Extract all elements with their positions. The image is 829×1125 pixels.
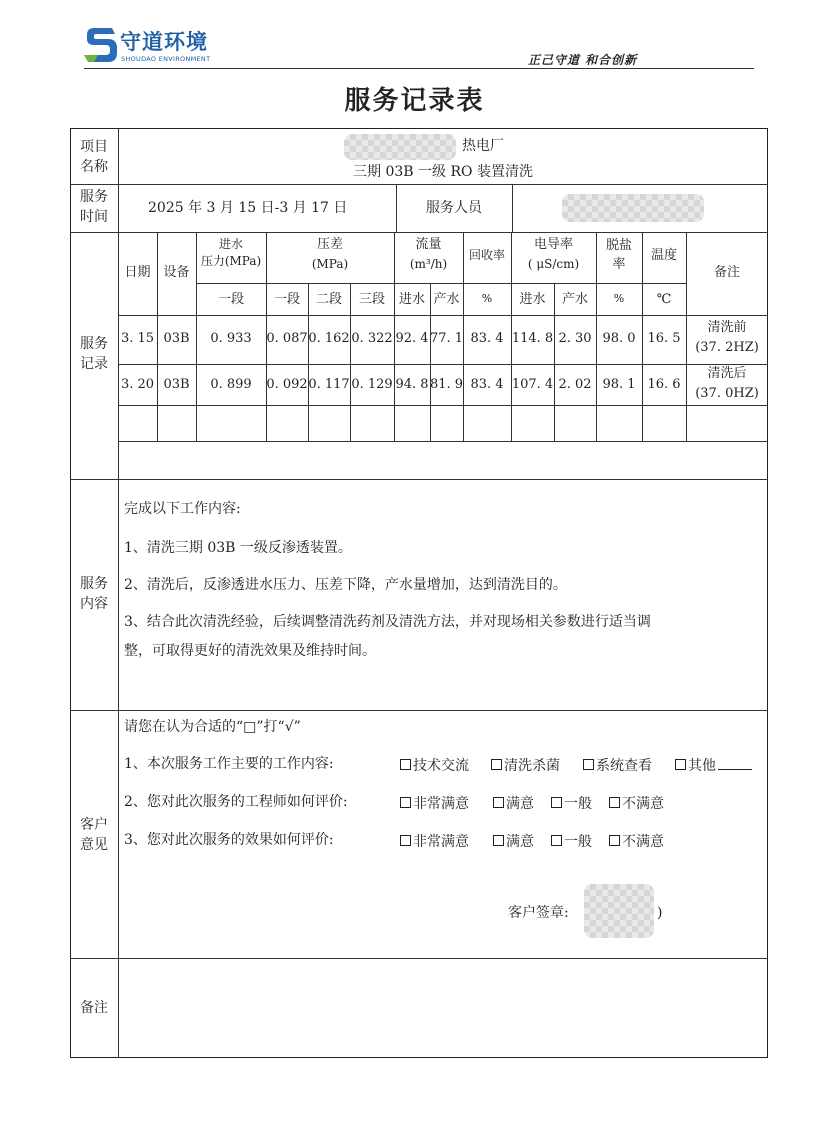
header-conductivity-unit: ( μS/cm) bbox=[527, 257, 580, 271]
label-service-content bbox=[70, 574, 118, 615]
logo-mark-icon bbox=[84, 24, 118, 64]
company-logo bbox=[84, 24, 224, 68]
option-label: 一般 bbox=[564, 796, 592, 812]
row1-date: 3. 15 bbox=[120, 331, 155, 346]
checkbox-icon[interactable] bbox=[493, 835, 504, 846]
header-remark: 备注 bbox=[713, 265, 740, 280]
header-recovery: 回收率 bbox=[468, 248, 505, 262]
header-date: 日期 bbox=[124, 265, 151, 280]
page-title: 服务记录表 bbox=[344, 86, 485, 116]
checkbox-icon[interactable] bbox=[583, 759, 594, 770]
label-customer-feedback bbox=[70, 815, 118, 856]
option-label: 不满意 bbox=[622, 796, 664, 812]
option-cleaning-sterilization[interactable] bbox=[491, 755, 560, 775]
option-effect-very-satisfied[interactable] bbox=[400, 831, 469, 851]
header-cond-product: 产水 bbox=[561, 292, 588, 307]
customer-signature-tail: ) bbox=[657, 905, 663, 921]
option-label: 技术交流 bbox=[413, 758, 469, 774]
label-project-name-text: 项目 名称 bbox=[80, 139, 108, 176]
label-remark-text: 备注 bbox=[80, 1000, 108, 1016]
option-label: 系统查看 bbox=[596, 758, 652, 774]
checkbox-icon[interactable] bbox=[551, 835, 562, 846]
option-label: 非常满意 bbox=[413, 796, 469, 812]
row2-flow-out: 81. 9 bbox=[430, 377, 464, 392]
option-technical-exchange[interactable] bbox=[400, 755, 469, 775]
feedback-question-3: 3、您对此次服务的效果如何评价: bbox=[124, 832, 334, 848]
divider-time bbox=[70, 232, 768, 233]
row1-dp1: 0. 087 bbox=[266, 331, 308, 346]
label-customer-feedback-text: 客户 意见 bbox=[80, 817, 108, 854]
header-dp-stage1: 一段 bbox=[273, 292, 300, 307]
option-label: 一般 bbox=[564, 834, 592, 850]
option-effect-average[interactable] bbox=[551, 831, 592, 851]
feedback-instruction: 请您在认为合适的“□”打“√” bbox=[124, 719, 301, 735]
label-service-record-text: 服务 记录 bbox=[80, 336, 108, 373]
checkbox-icon[interactable] bbox=[609, 835, 620, 846]
option-engineer-average[interactable] bbox=[551, 793, 592, 813]
content-item-2: 2、清洗后，反渗透进水压力、压差下降，产水量增加，达到清洗目的。 bbox=[124, 577, 567, 593]
option-engineer-very-satisfied[interactable] bbox=[400, 793, 469, 813]
row2-device: 03B bbox=[163, 377, 190, 392]
option-label: 满意 bbox=[506, 834, 534, 850]
row1-inlet-pressure: 0. 933 bbox=[210, 331, 252, 346]
header-conductivity: 电导率 bbox=[533, 237, 573, 252]
option-engineer-satisfied[interactable] bbox=[493, 793, 534, 813]
header-device: 设备 bbox=[163, 265, 190, 280]
option-other[interactable] bbox=[675, 755, 752, 775]
row1-temperature: 16. 5 bbox=[647, 331, 681, 346]
header-temperature: 温度 bbox=[650, 248, 677, 263]
label-project-name bbox=[70, 137, 118, 178]
option-label: 不满意 bbox=[622, 834, 664, 850]
option-effect-dissatisfied[interactable] bbox=[609, 831, 664, 851]
header-desal-unit: % bbox=[613, 292, 625, 305]
feedback-question-2: 2、您对此次服务的工程师如何评价: bbox=[124, 794, 348, 810]
row1-flow-out: 77. 1 bbox=[430, 331, 464, 346]
header-cond-feed: 进水 bbox=[519, 292, 546, 307]
row1-dp3: 0. 322 bbox=[351, 331, 393, 346]
checkbox-icon[interactable] bbox=[609, 797, 620, 808]
divider-content bbox=[70, 710, 768, 711]
checkbox-icon[interactable] bbox=[675, 759, 686, 770]
row1-cond-in: 114. 8 bbox=[511, 331, 554, 346]
header-inlet-pressure: 进水 压力(MPa) bbox=[200, 237, 262, 269]
divider-row1 bbox=[118, 364, 768, 365]
label-service-content-text: 服务 内容 bbox=[80, 576, 108, 613]
row2-temperature: 16. 6 bbox=[647, 377, 681, 392]
project-name: 三期 03B 一级 RO 装置清洗 bbox=[353, 164, 533, 180]
logo-chinese-text: 守道环境 bbox=[120, 30, 208, 54]
redacted-customer-signature bbox=[584, 884, 654, 938]
row2-desalination: 98. 1 bbox=[602, 377, 636, 392]
checkbox-icon[interactable] bbox=[400, 835, 411, 846]
header-desalination: 脱盐 率 bbox=[605, 238, 632, 272]
divider-header-sub bbox=[196, 283, 686, 284]
header-inlet-pressure-stage1: 一段 bbox=[217, 292, 244, 307]
option-label: 清洗杀菌 bbox=[504, 758, 560, 774]
redacted-plant-prefix bbox=[344, 134, 456, 160]
content-item-3-continued: 整，可取得更好的清洗效果及维持时间。 bbox=[124, 643, 376, 659]
row1-device: 03B bbox=[163, 331, 190, 346]
label-remark bbox=[70, 998, 118, 1018]
customer-signature-label: 客户签章: bbox=[508, 905, 569, 921]
header-flow-feed: 进水 bbox=[398, 292, 425, 307]
company-slogan: 正己守道 和合创新 bbox=[528, 53, 638, 67]
checkbox-icon[interactable] bbox=[551, 797, 562, 808]
option-system-inspection[interactable] bbox=[583, 755, 652, 775]
option-label: 其他 bbox=[688, 758, 716, 774]
header-temp-unit: ℃ bbox=[656, 292, 672, 307]
header-dp-stage2: 二段 bbox=[315, 292, 342, 307]
row1-recovery: 83. 4 bbox=[470, 331, 504, 346]
header-diff-pressure: 压差 bbox=[316, 237, 343, 252]
row2-dp2: 0. 117 bbox=[308, 377, 350, 392]
option-engineer-dissatisfied[interactable] bbox=[609, 793, 664, 813]
row2-cond-in: 107. 4 bbox=[511, 377, 554, 392]
row2-date: 3. 20 bbox=[120, 377, 155, 392]
content-item-3: 3、结合此次清洗经验，后续调整清洗药剂及清洗方法，并对现场相关参数进行适当调 bbox=[124, 614, 651, 630]
header-dp-stage3: 三段 bbox=[358, 292, 385, 307]
row1-desalination: 98. 0 bbox=[602, 331, 636, 346]
content-item-1: 1、清洗三期 03B 一级反渗透装置。 bbox=[124, 540, 352, 556]
option-label: 满意 bbox=[506, 796, 534, 812]
header-recovery-unit: % bbox=[481, 292, 493, 305]
label-service-record bbox=[70, 334, 118, 375]
service-staff-label: 服务人员 bbox=[426, 200, 482, 216]
row2-flow-in: 94. 8 bbox=[395, 377, 429, 392]
row2-dp1: 0. 092 bbox=[266, 377, 308, 392]
row2-inlet-pressure: 0. 899 bbox=[210, 377, 252, 392]
project-plant: 热电厂 bbox=[462, 138, 504, 154]
checkbox-icon[interactable] bbox=[493, 797, 504, 808]
service-time-value: 2025 年 3 月 15 日-3 月 17 日 bbox=[148, 200, 348, 216]
option-label: 非常满意 bbox=[413, 834, 469, 850]
checkbox-icon[interactable] bbox=[400, 759, 411, 770]
label-service-time-text: 服务 时间 bbox=[80, 189, 108, 226]
feedback-question-1: 1、本次服务工作主要的工作内容: bbox=[124, 756, 334, 772]
checkbox-icon[interactable] bbox=[400, 797, 411, 808]
divider-record bbox=[70, 479, 768, 480]
divider-project bbox=[70, 184, 768, 185]
other-blank-line[interactable] bbox=[718, 769, 752, 770]
row1-dp2: 0. 162 bbox=[308, 331, 350, 346]
logo-english-text: SHOUDAO ENVIRONMENT bbox=[121, 55, 211, 63]
option-effect-satisfied[interactable] bbox=[493, 831, 534, 851]
divider-row3 bbox=[118, 441, 768, 442]
header-flow: 流量 bbox=[415, 237, 442, 252]
header-rule bbox=[84, 68, 754, 69]
remark-field[interactable] bbox=[119, 959, 767, 1057]
redacted-staff-name bbox=[562, 194, 704, 222]
row1-flow-in: 92. 4 bbox=[395, 331, 429, 346]
divider-header-bottom bbox=[118, 315, 768, 316]
row2-recovery: 83. 4 bbox=[470, 377, 504, 392]
header-flow-product: 产水 bbox=[433, 292, 460, 307]
divider-staff-value bbox=[512, 184, 513, 232]
header-diff-pressure-unit: (MPa) bbox=[311, 257, 349, 271]
label-service-time bbox=[70, 187, 118, 228]
row2-cond-out: 2. 02 bbox=[558, 377, 592, 392]
content-intro: 完成以下工作内容: bbox=[124, 501, 241, 517]
row1-cond-out: 2. 30 bbox=[558, 331, 592, 346]
row1-remark: 清洗前 (37. 2HZ) bbox=[695, 320, 759, 355]
row2-dp3: 0. 129 bbox=[351, 377, 393, 392]
divider-row2 bbox=[118, 405, 768, 406]
header-flow-unit: (m³/h) bbox=[409, 257, 448, 271]
row2-remark: 清洗后 (37. 0HZ) bbox=[695, 366, 759, 401]
checkbox-icon[interactable] bbox=[491, 759, 502, 770]
